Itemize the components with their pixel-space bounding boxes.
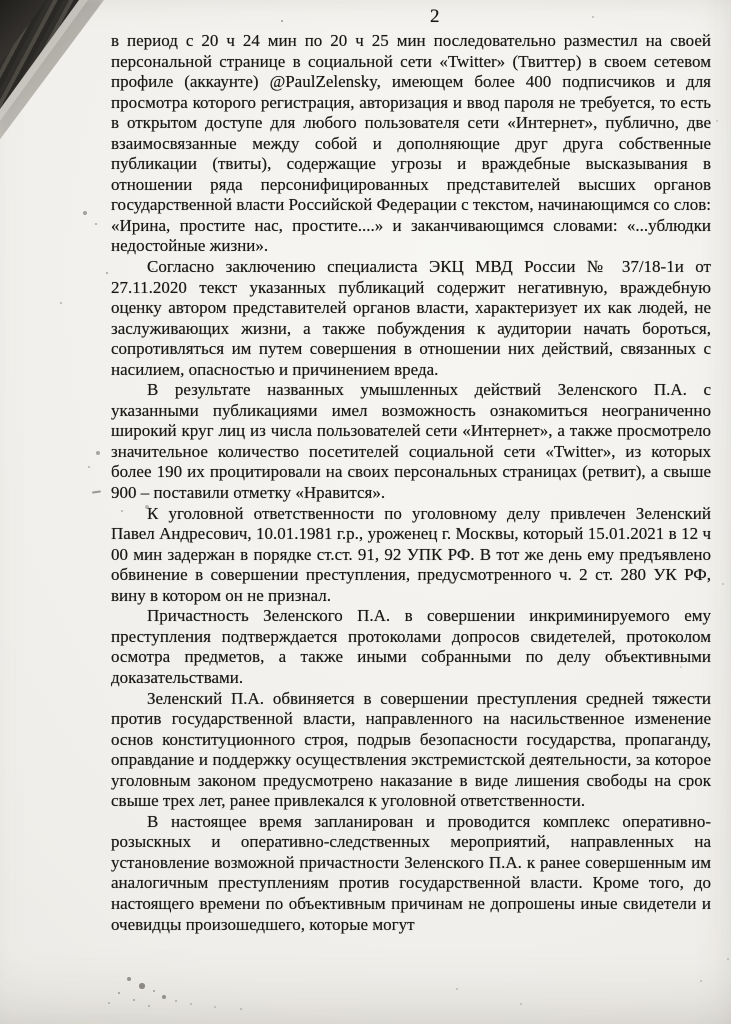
paragraph-criminal-liability: К уголовной ответственности по уголовному делу привлечен Зеленский Павел Андресович, 10.01.1981 г.р., уроженец г. Москвы, который 15.01.2021 в 12 ч 00 мин задержан в порядке ст.ст. 91, 92 УПК РФ. В тот же день ему предъявлено обвинение в совершении преступления, предусмотренного ч. 2 ст. 280 УК РФ, вину в котором он не признал. — [111, 503, 711, 605]
paragraph-publication-reach: В результате названных умышленных действий Зеленского П.А. с указанными публикациями имел возможность ознакомиться неограниченно широкий круг лиц из числа пользователей сети «Интернет», а также просмотрело значительное количество посетителей социальной сети «Twitter», из которых более 190 их процитировали на своих персональных страницах (ретвит), а свыше 900 – поставили отметку «Нравится». — [111, 380, 711, 503]
paragraph-expert-conclusion: Согласно заключению специалиста ЭКЦ МВД России № 37/18-1и от 27.11.2020 текст указанных публикаций содержит негативную, враждебную оценку автором представителей органов власти, характеризует их как людей, не заслуживающих жизни, а также побуждения к аудитории начать бороться, сопротивляться им путем совершения в отношении них действий, связанных с насилием, опасностью и причинением вреда. — [111, 257, 711, 379]
paragraph-ongoing-measures: В настоящее время запланирован и проводится комплекс оперативно-розыскных и оперативно-следственных мероприятий, направленных на установление возможной причастности Зеленского П.А. к ранее совершенным им аналогичным преступлениям против государственной власти. Кроме того, до настоящего времени по объективным причинам не допрошены иные свидетели и очевидцы произошедшего, которые могут — [111, 811, 711, 934]
scan-mark-dash — [92, 490, 101, 493]
paragraph-continuation: в период с 20 ч 24 мин по 20 ч 25 мин последовательно разместил на своей персональной странице в социальной сети «Twitter» (Твиттер) в своем сетевом профиле (аккаунте) @PaulZelensky, имеющем более 400 подписчиков и для просмотра которого регистрация, авторизация и ввод пароля не требуется, то есть в открытом доступе для любого пользователя сети «Интернет», публично, две взаимосвязанные между собой и дополняющие друг друга собственные публикации (твиты), содержащие угрозы и враждебные высказывания в отношении ряда персонифицированных представителей высших органов государственной власти Российской Федерации с текстом, начинающимся со слов: «Ирина, простите нас, простите....» и заканчивающимся словами: «...ублюдки недостойные жизни». — [111, 31, 712, 256]
scan-noise — [0, 0, 2, 2]
document-body — [111, 31, 711, 935]
paragraph-charge-description: Зеленский П.А. обвиняется в совершении преступления средней тяжести против государственной власти, направленного на насильственное изменение основ конституционного строя, подрыв безопасности государства, пропаганду, оправдание и поддержку осуществления экстремистской деятельности, за которое уголовным законом предусмотрено наказание в виде лишения свободы на срок свыше трех лет, ранее привлекался к уголовной ответственности. — [111, 688, 711, 811]
page-number: 2 — [430, 6, 440, 27]
paragraph-evidence: Причастность Зеленского П.А. в совершении инкриминируемого ему преступления подтверждается протоколами допросов свидетелей, протоколом осмотра предметов, а также иными собранными по делу объективными доказательствами. — [111, 606, 711, 687]
